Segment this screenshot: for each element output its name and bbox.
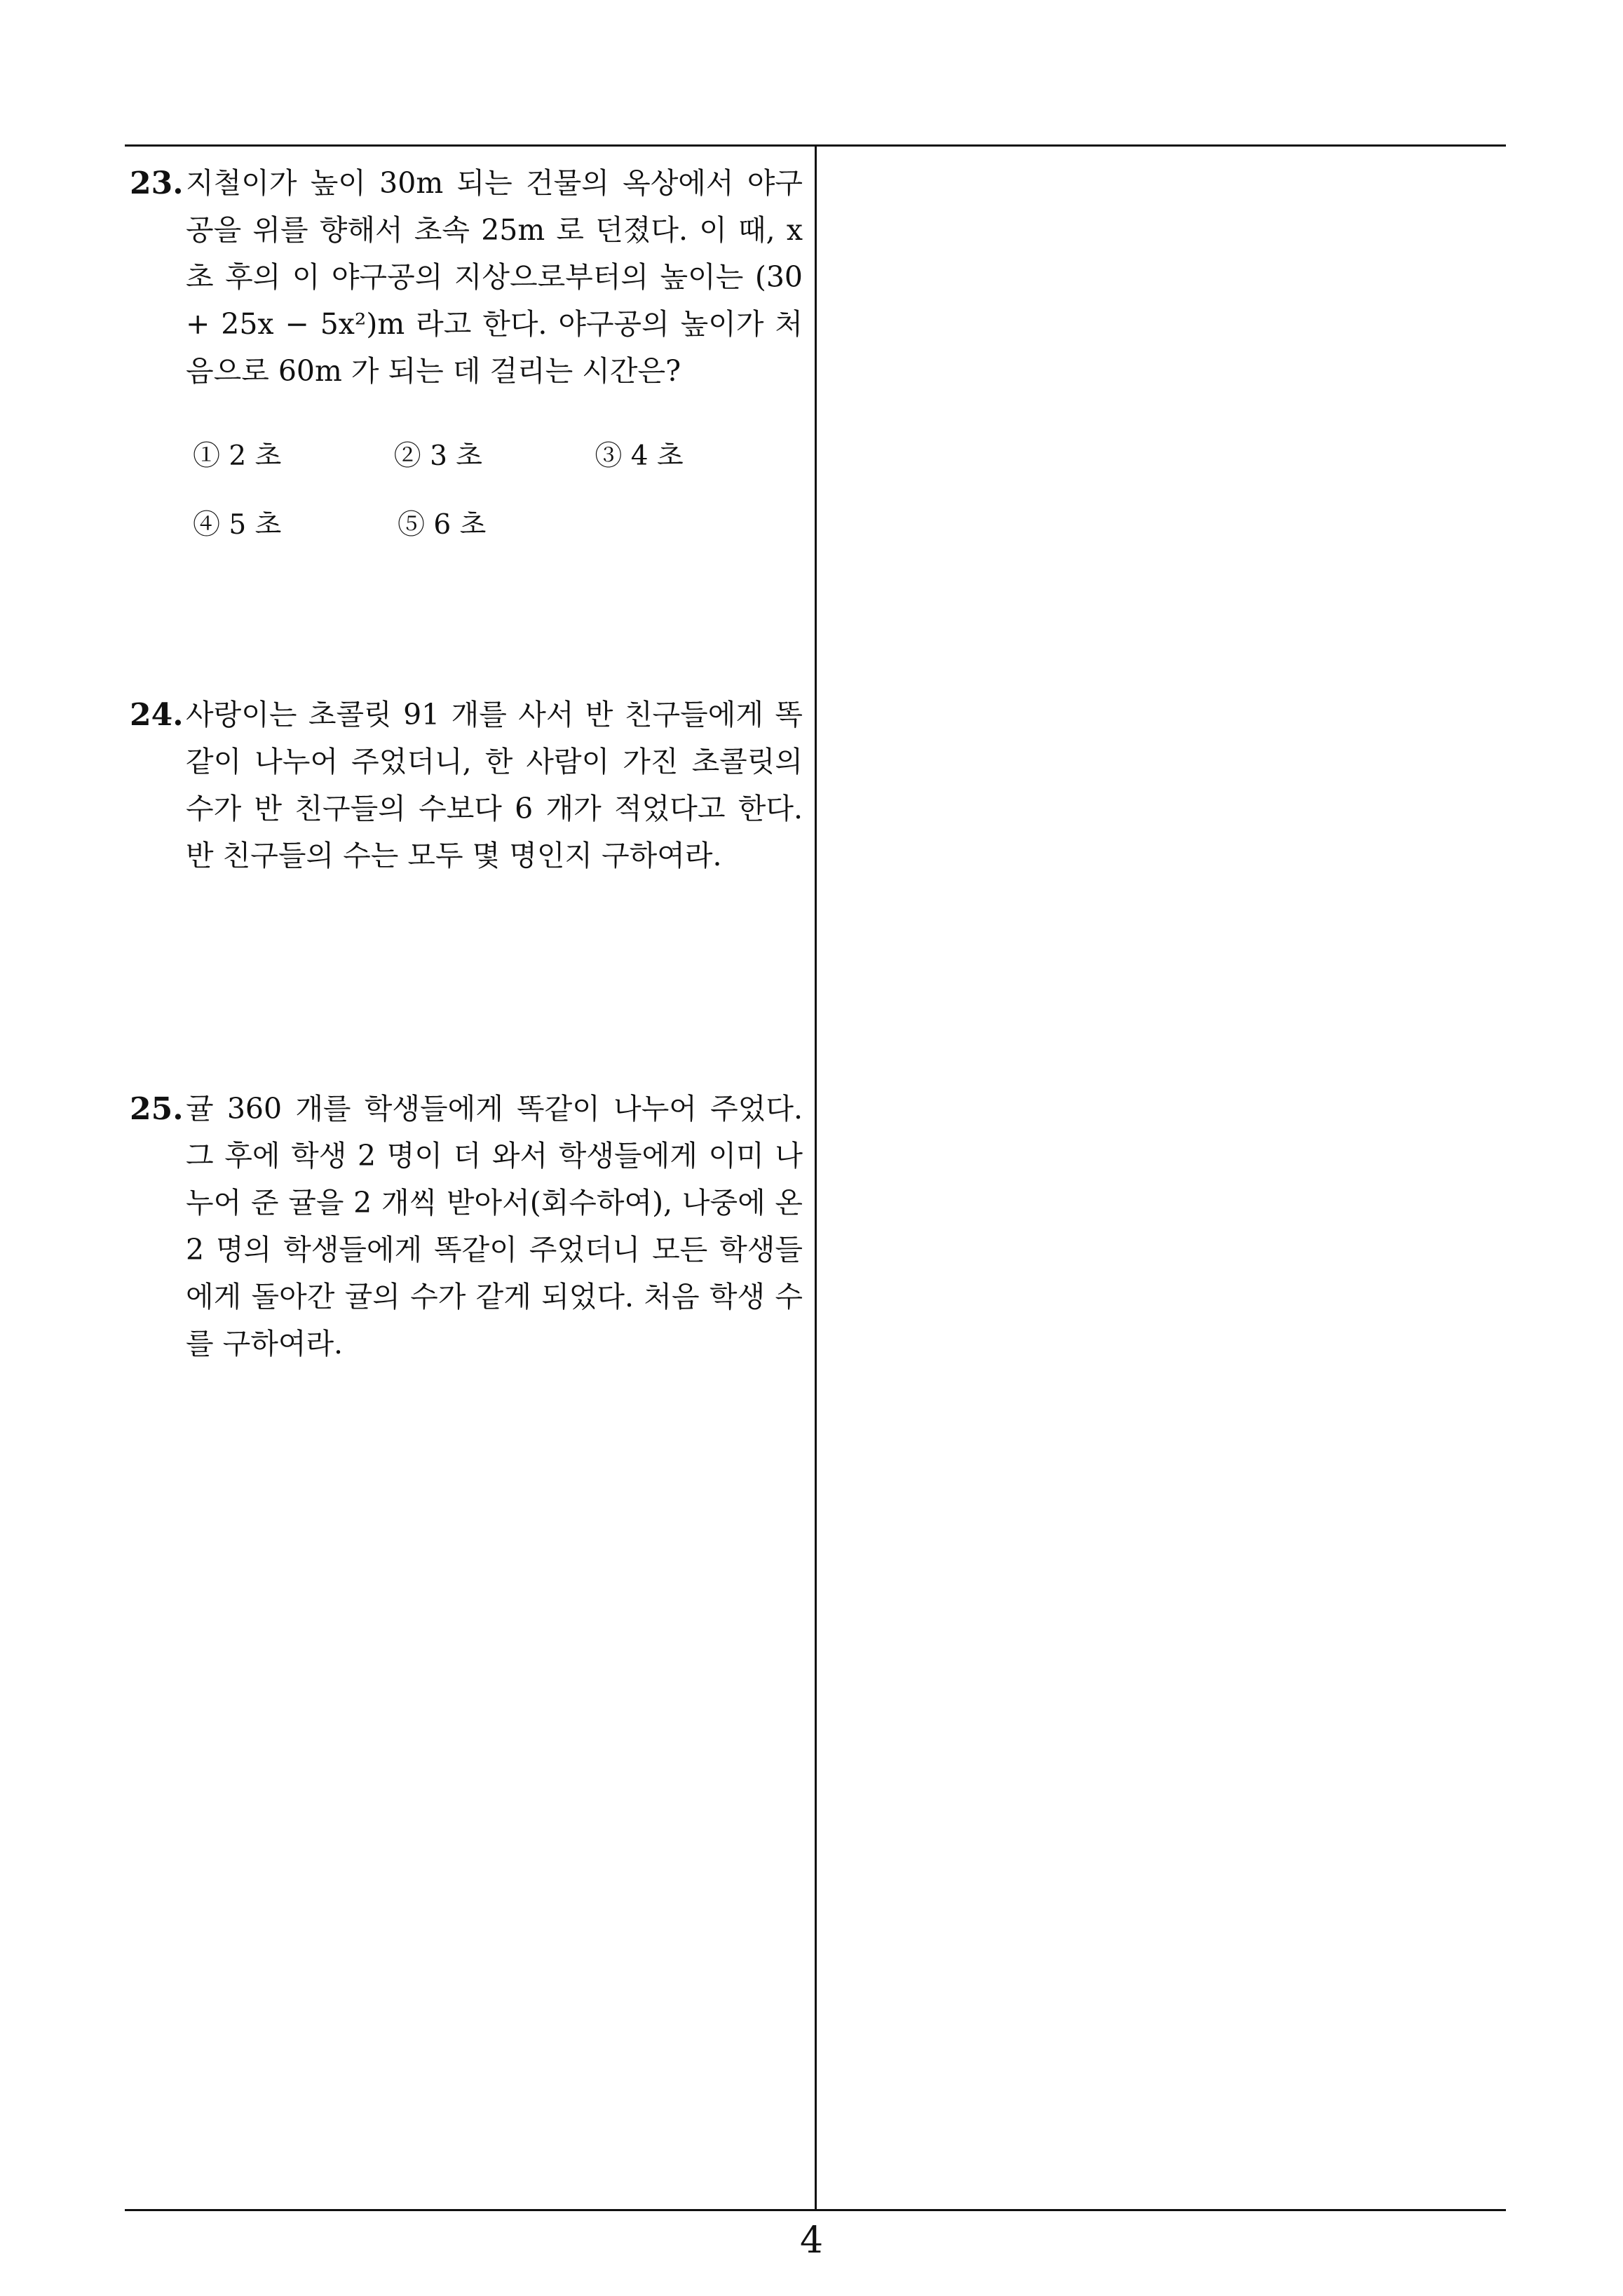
choice-4[interactable]: ④ 5 초 <box>193 508 282 541</box>
choice-1[interactable]: ① 2 초 <box>193 440 282 472</box>
column-divider <box>815 144 817 2211</box>
problem-number: 24. <box>130 697 184 733</box>
problem-number: 25. <box>130 1091 184 1127</box>
choice-3[interactable]: ③ 4 초 <box>595 440 684 472</box>
problem-text: 지철이가 높이 30m 되는 건물의 옥상에서 야구공을 위를 향해서 초속 25m 로 던졌다. 이 때, x 초 후의 이 야구공의 지상으로부터의 높이는 (30 + 25x − 5x²)m 라고 한다. 야구공의 높이가 처음으로 60m 가 되는 데 걸리는 시간은? <box>186 166 803 388</box>
choice-2[interactable]: ② 3 초 <box>393 440 482 472</box>
problem-24 <box>130 691 803 879</box>
bottom-rule <box>125 2209 1506 2211</box>
choice-row <box>193 490 796 559</box>
choice-5[interactable]: ⑤ 6 초 <box>398 508 487 541</box>
problem-text: 귤 360 개를 학생들에게 똑같이 나누어 주었다. 그 후에 학생 2 명이 더 와서 학생들에게 이미 나누어 준 귤을 2 개씩 받아서(회수하여), 나중에 온 2 명의 학생들에게 똑같이 주었더니 모든 학생들에게 돌아간 귤의 수가 같게 되었다. 처음 학생 수를 구하여라. <box>186 1092 803 1360</box>
problem-25 <box>130 1086 803 1368</box>
problem-text: 사랑이는 초콜릿 91 개를 사서 반 친구들에게 똑같이 나누어 주었더니, 한 사람이 가진 초콜릿의 수가 반 친구들의 수보다 6 개가 적었다고 한다. 반 친구들의 수는 모두 몇 명인지 구하여라. <box>186 698 803 872</box>
problem-23 <box>130 160 803 559</box>
choice-row <box>193 421 796 490</box>
problem-number: 23. <box>130 166 184 201</box>
answer-choices <box>193 421 796 559</box>
page-number: 4 <box>799 2220 824 2262</box>
